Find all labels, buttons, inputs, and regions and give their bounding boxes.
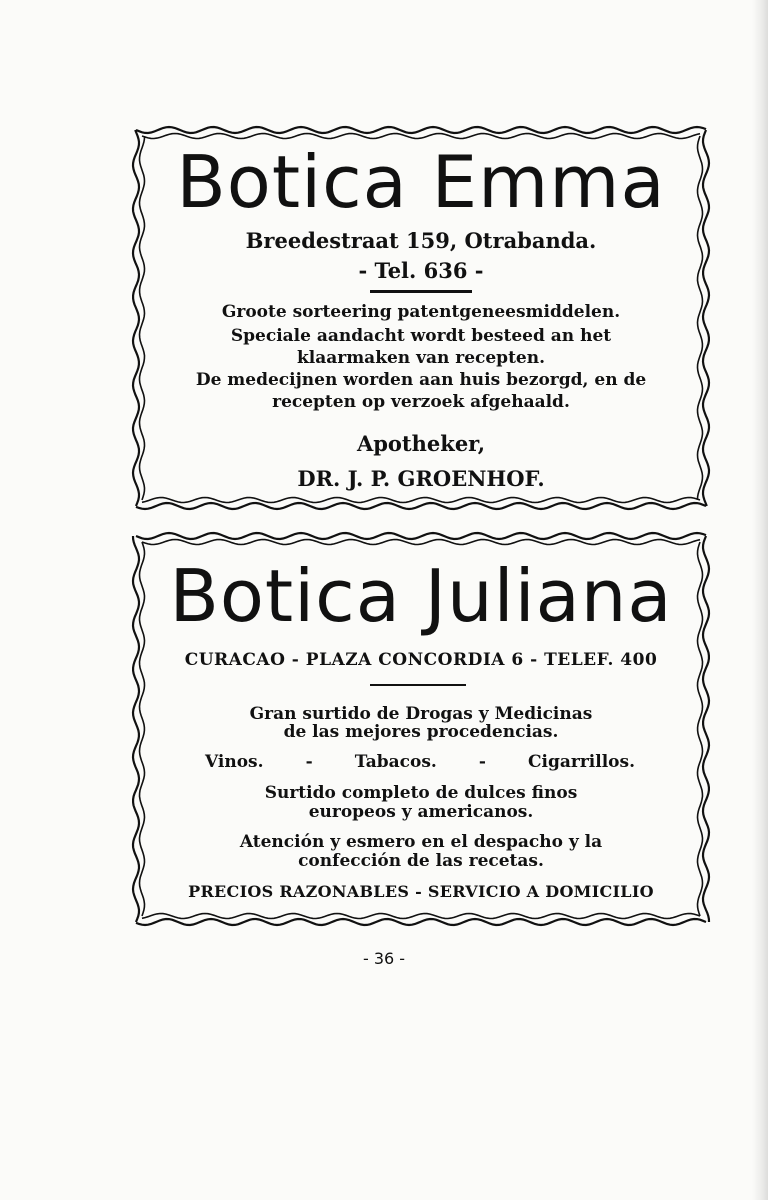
shop-name: Botica Emma bbox=[176, 140, 666, 224]
slogan: PRECIOS RAZONABLES - SERVICIO A DOMICILIO bbox=[188, 882, 654, 901]
body-line: Gran surtido de Drogas y Medicinas bbox=[249, 704, 593, 724]
pharmacist-name: DR. J. P. GROENHOF. bbox=[297, 466, 545, 491]
products-line bbox=[205, 752, 635, 772]
page-number: - 36 - bbox=[362, 949, 406, 968]
page-edge-shadow bbox=[752, 0, 768, 1200]
divider-rule bbox=[370, 684, 466, 686]
body-line: recepten op verzoek afgehaald. bbox=[272, 392, 570, 412]
body-line: klaarmaken van recepten. bbox=[296, 348, 546, 368]
shop-location: CURACAO - PLAZA CONCORDIA 6 - TELEF. 400 bbox=[184, 650, 658, 670]
body-line: de las mejores procedencias. bbox=[283, 722, 559, 742]
body-line: De medecijnen worden aan huis bezorgd, en de bbox=[195, 370, 647, 390]
separator: - bbox=[478, 752, 486, 772]
product-item: Vinos. bbox=[205, 752, 264, 772]
ad-botica-emma bbox=[130, 124, 712, 512]
body-line: confección de las recetas. bbox=[298, 851, 544, 871]
ad-botica-juliana bbox=[130, 530, 712, 928]
product-item: Cigarrillos. bbox=[527, 752, 635, 772]
body-line: Atención y esmero en el despacho y la bbox=[239, 832, 603, 852]
shop-name: Botica Juliana bbox=[169, 554, 673, 638]
separator: - bbox=[305, 752, 313, 772]
shop-telephone: - Tel. 636 - bbox=[358, 258, 484, 283]
divider-rule bbox=[370, 290, 472, 293]
shop-address: Breedestraat 159, Otrabanda. bbox=[245, 228, 597, 253]
body-line: Speciale aandacht wordt besteed an het bbox=[230, 326, 612, 346]
body-line: Surtido completo de dulces finos bbox=[264, 783, 578, 803]
body-line: europeos y americanos. bbox=[308, 802, 534, 822]
product-item: Tabacos. bbox=[354, 752, 437, 772]
body-line: Groote sorteering patentgeneesmiddelen. bbox=[221, 302, 621, 322]
pharmacist-role: Apotheker, bbox=[356, 431, 486, 456]
